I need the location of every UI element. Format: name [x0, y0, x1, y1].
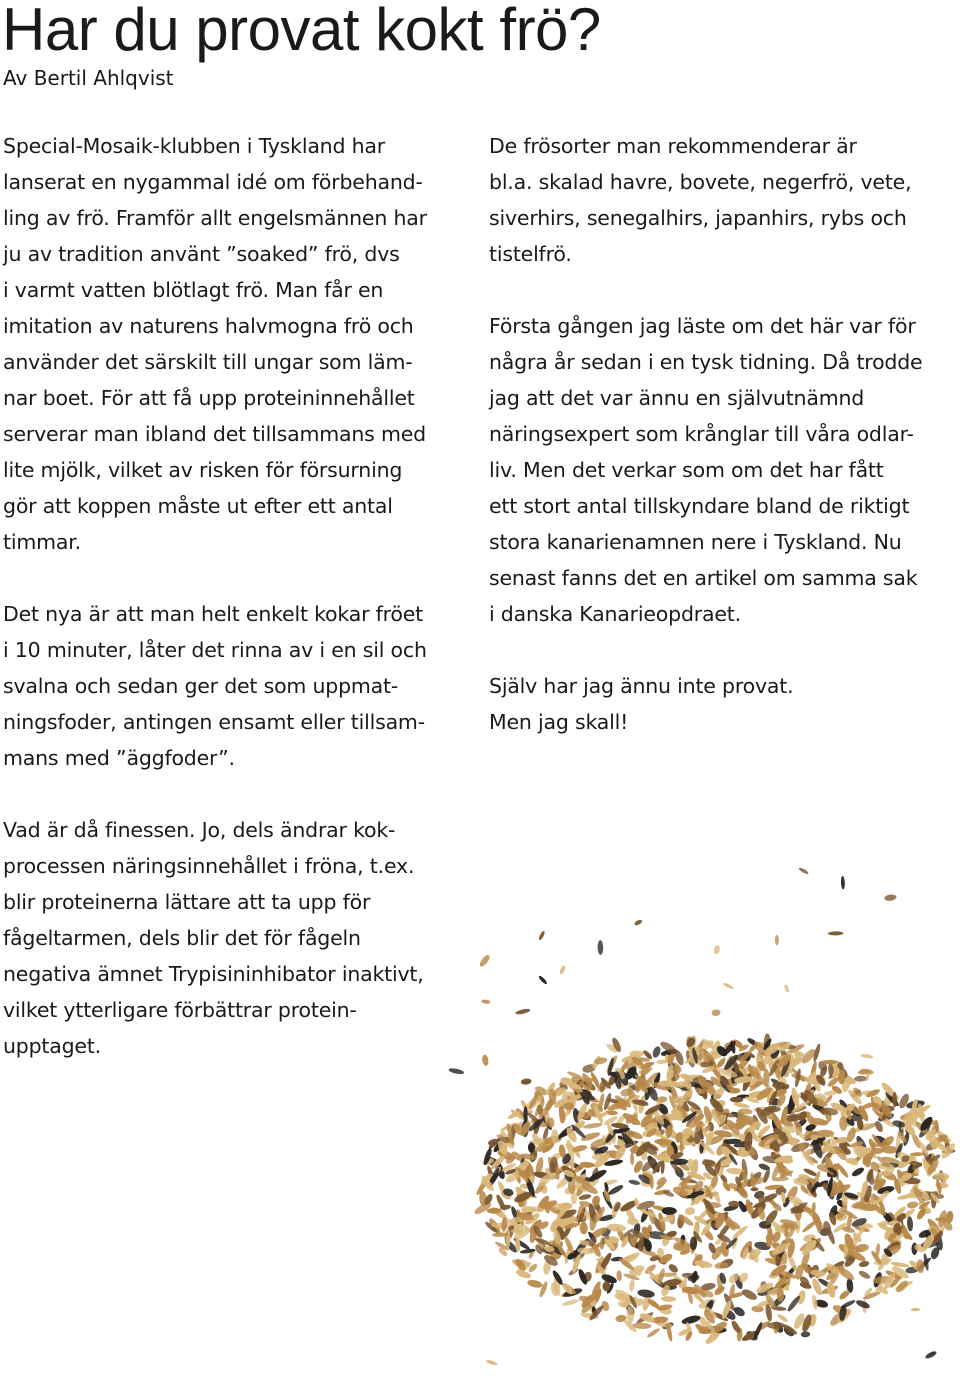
paragraph-seed-types: De frösorter man rekommenderar är bl.a. skalad havre, bovete, negerfrö, vete, siverhirs, senegalhirs, japanhirs, rybs och tistelfrö. — [489, 134, 912, 266]
right-column — [489, 128, 949, 776]
article-title: Har du provat kokt frö? — [2, 0, 601, 63]
paragraph-background: Första gången jag läste om det här var för några år sedan i en tysk tidning. Då trodde jag att det var ännu en självutnämnd näringsexpert som krånglar till våra odlar- liv. Men det verkar som om det har fått ett stort antal tillskyndare bland de riktigt stora kanarienamnen nere i Tyskland. Nu senast fanns det en artikel om samma sak i danska Kanarieopdraet. — [489, 314, 923, 626]
seed-pile-photo — [420, 860, 960, 1390]
paragraph-method: Det nya är att man helt enkelt kokar fröet i 10 minuter, låter det rinna av i en sil och svalna och sedan ger det som uppmat- ningsfoder, antingen ensamt eller tillsam- mans med ”äggfoder”. — [3, 602, 427, 770]
paragraph-conclusion: Själv har jag ännu inte provat. Men jag skall! — [489, 674, 794, 734]
article-byline: Av Bertil Ahlqvist — [3, 66, 174, 90]
paragraph-intro: Special-Mosaik-klubben i Tyskland har lanserat en nygammal idé om förbehand- ling av frö. Framför allt engelsmännen har ju av tradition använt ”soaked” frö, dvs i varmt vatten blötlagt frö. Man får en imitation av naturens halvmogna frö och använder det särskilt till ungar som läm- nar boet. För att få upp proteininnehållet serverar man ibland det tillsammans med lite mjölk, vilket av risken för försurning gör att koppen måste ut efter ett antal timmar. — [3, 134, 427, 554]
left-column — [3, 128, 463, 1100]
paragraph-benefits: Vad är då finessen. Jo, dels ändrar kok- processen näringsinnehållet i fröna, t.ex. blir proteinerna lättare att ta upp för fågeltarmen, dels blir det för fågeln negativa ämnet Trypisininhibator inaktivt, vilket ytterligare förbättrar protein- upptaget. — [3, 818, 424, 1058]
